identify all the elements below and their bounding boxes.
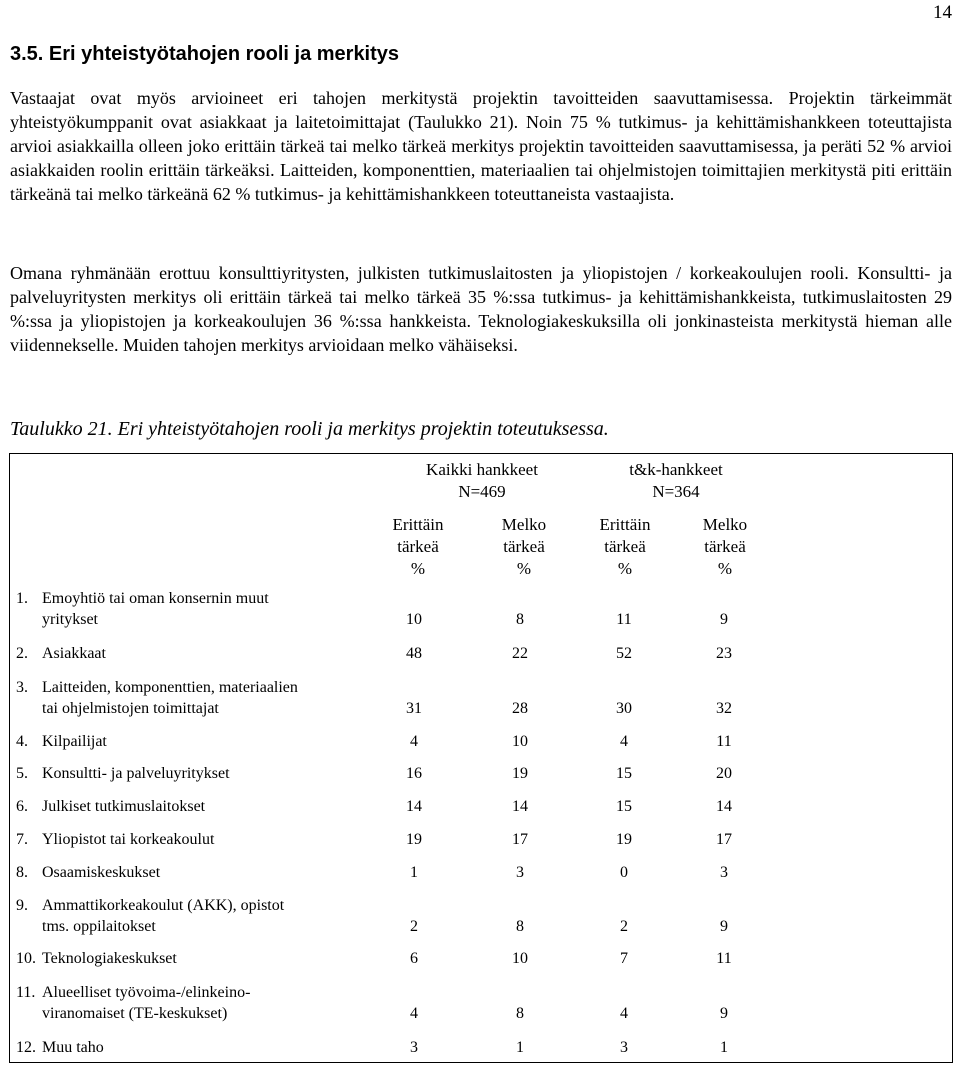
- subheader-line: tärkeä: [503, 537, 545, 556]
- subheader-line: tärkeä: [397, 537, 439, 556]
- subheader-line: Erittäin: [392, 515, 444, 534]
- subheader-line: Melko: [702, 515, 748, 534]
- row-label: [16, 862, 346, 883]
- table-cell: 30: [616, 700, 632, 717]
- row-number: 3.: [16, 679, 28, 696]
- table-cell: 52: [616, 645, 632, 662]
- table-cell: 4: [410, 733, 418, 750]
- table-cell: 14: [406, 798, 422, 815]
- table-cell: 9: [720, 611, 728, 628]
- row-number: 11.: [16, 984, 36, 1001]
- row-label: [16, 982, 346, 1024]
- row-label-line1: Konsultti- ja palveluyritykset: [42, 765, 230, 782]
- table-cell: 14: [716, 798, 732, 815]
- page-number: 14: [933, 2, 952, 23]
- table-cell: 19: [616, 831, 632, 848]
- subheader-line: %: [516, 559, 532, 578]
- subheader-col-4: [680, 514, 770, 580]
- table-cell: 3: [410, 1039, 418, 1056]
- table-cell: 31: [406, 700, 422, 717]
- table-cell: 17: [716, 831, 732, 848]
- table-cell: 8: [516, 1005, 524, 1022]
- table-cell: 10: [512, 733, 528, 750]
- table-cell: 15: [616, 798, 632, 815]
- row-number: 2.: [16, 645, 28, 662]
- table-cell: 10: [512, 950, 528, 967]
- subheader-line: %: [617, 559, 633, 578]
- table-cell: 20: [716, 765, 732, 782]
- table-cell: 1: [410, 864, 418, 881]
- group-title: Kaikki hankkeet: [426, 460, 538, 479]
- row-label: [16, 588, 346, 630]
- row-number: 6.: [16, 798, 28, 815]
- table-cell: 3: [516, 864, 524, 881]
- subheader-line: %: [717, 559, 733, 578]
- row-label-line2: tms. oppilaitokset: [42, 918, 156, 935]
- subheader-line: Erittäin: [599, 515, 651, 534]
- table-cell: 3: [620, 1039, 628, 1056]
- table-cell: 11: [716, 950, 732, 967]
- group-n: N=469: [458, 482, 506, 501]
- row-label-line1: Laitteiden, komponenttien, materiaalien: [42, 679, 298, 696]
- table-cell: 23: [716, 645, 732, 662]
- row-label: [16, 643, 346, 664]
- table-cell: 11: [616, 611, 632, 628]
- table-cell: 14: [512, 798, 528, 815]
- subheader-line: %: [410, 559, 426, 578]
- row-label-line1: Ammattikorkeakoulut (AKK), opistot: [42, 897, 285, 914]
- row-label: [16, 948, 346, 969]
- table-cell: 2: [620, 918, 628, 935]
- subheader-col-2: [479, 514, 569, 580]
- row-number: 8.: [16, 864, 28, 881]
- row-label: [16, 1037, 346, 1058]
- table-cell: 8: [516, 611, 524, 628]
- row-label-line1: Asiakkaat: [42, 645, 106, 662]
- table-cell: 4: [410, 1005, 418, 1022]
- table-cell: 9: [720, 1005, 728, 1022]
- row-label: [16, 829, 346, 850]
- row-number: 12.: [16, 1039, 36, 1056]
- table-cell: 19: [406, 831, 422, 848]
- table-cell: 48: [406, 645, 422, 662]
- row-number: 1.: [16, 590, 28, 607]
- row-label: [16, 763, 346, 784]
- row-label-line2: yritykset: [42, 611, 98, 628]
- table-cell: 15: [616, 765, 632, 782]
- table-cell: 28: [512, 700, 528, 717]
- table-cell: 4: [620, 1005, 628, 1022]
- subheader-line: tärkeä: [604, 537, 646, 556]
- subheader-line: Melko: [501, 515, 547, 534]
- row-label-line1: Kilpailijat: [42, 733, 107, 750]
- row-label-line1: Teknologiakeskukset: [42, 950, 177, 967]
- table-cell: 6: [410, 950, 418, 967]
- table-cell: 1: [516, 1039, 524, 1056]
- table-cell: 8: [516, 918, 524, 935]
- row-label: [16, 895, 346, 937]
- row-number: 4.: [16, 733, 28, 750]
- table-cell: 2: [410, 918, 418, 935]
- table-cell: 10: [406, 611, 422, 628]
- row-number: 9.: [16, 897, 28, 914]
- row-number: 10.: [16, 950, 36, 967]
- table-cell: 11: [716, 733, 732, 750]
- row-label: [16, 677, 346, 719]
- section-heading: 3.5. Eri yhteistyötahojen rooli ja merkitys: [10, 43, 400, 65]
- row-label-line1: Yliopistot tai korkeakoulut: [42, 831, 215, 848]
- group-title: t&k-hankkeet: [629, 460, 723, 479]
- row-number: 5.: [16, 765, 28, 782]
- row-label-line2: tai ohjelmistojen toimittajat: [42, 700, 219, 717]
- table-cell: 19: [512, 765, 528, 782]
- table-cell: 17: [512, 831, 528, 848]
- table-cell: 3: [720, 864, 728, 881]
- group-header-rd: [586, 459, 766, 503]
- row-number: 7.: [16, 831, 28, 848]
- table-cell: 7: [620, 950, 628, 967]
- row-label-line1: Muu taho: [42, 1039, 104, 1056]
- row-label-line2: viranomaiset (TE-keskukset): [42, 1005, 228, 1022]
- data-table: [9, 453, 953, 1063]
- table-caption: Taulukko 21. Eri yhteistyötahojen rooli ja merkitys projektin toteutuksessa.: [10, 418, 609, 440]
- row-label-line1: Alueelliset työvoima-/elinkeino-: [42, 984, 251, 1001]
- subheader-line: tärkeä: [704, 537, 746, 556]
- paragraph-1: Vastaajat ovat myös arvioineet eri tahojen merkitystä projektin tavoitteiden saavuttamisessa. Projektin tärkeimmät yhteistyökumppanit ovat asiakkaat ja laitetoimittajat (Taulukko 21). Noin 75 % tutkimus- ja kehittämishankkeen toteuttajista arvioi asiakkailla olleen joko erittäin tärkeä tai melko tärkeä merkitys projektin tavoitteiden saavuttamisessa, ja peräti 52 % arvioi asiakkaiden roolin erittäin tärkeäksi. Laitteiden, komponenttien, materiaalien tai ohjelmistojen toimittajien merkitystä piti erittäin tärkeänä tai melko tärkeänä 62 % tutkimus- ja kehittämishankkeen toteuttaneista vastaajista.: [10, 88, 952, 204]
- table-cell: 4: [620, 733, 628, 750]
- group-n: N=364: [652, 482, 700, 501]
- table-cell: 32: [716, 700, 732, 717]
- subheader-col-3: [580, 514, 670, 580]
- paragraph-2: Omana ryhmänään erottuu konsulttiyritysten, julkisten tutkimuslaitosten ja yliopistojen / korkeakoulujen rooli. Konsultti- ja palveluyritysten merkitys oli erittäin tärkeä tai melko tärkeä 35 %:ssa tutkimus- ja kehittämishankkeista, tutkimuslaitosten 29 %:ssa ja yliopistojen ja korkeakoulujen 36 %:ssa hankkeista. Teknologiakeskuksilla oli jonkinasteista merkitystä hieman alle viidennekselle. Muiden tahojen merkitys arvioidaan melko vähäiseksi.: [10, 263, 952, 355]
- table-cell: 1: [720, 1039, 728, 1056]
- subheader-col-1: [373, 514, 463, 580]
- table-cell: 16: [406, 765, 422, 782]
- group-header-all: [392, 459, 572, 503]
- row-label-line1: Julkiset tutkimuslaitokset: [42, 798, 206, 815]
- table-cell: 9: [720, 918, 728, 935]
- row-label-line1: Emoyhtiö tai oman konsernin muut: [42, 590, 269, 607]
- table-cell: 22: [512, 645, 528, 662]
- table-cell: 0: [620, 864, 628, 881]
- row-label: [16, 796, 346, 817]
- row-label-line1: Osaamiskeskukset: [42, 864, 161, 881]
- row-label: [16, 731, 346, 752]
